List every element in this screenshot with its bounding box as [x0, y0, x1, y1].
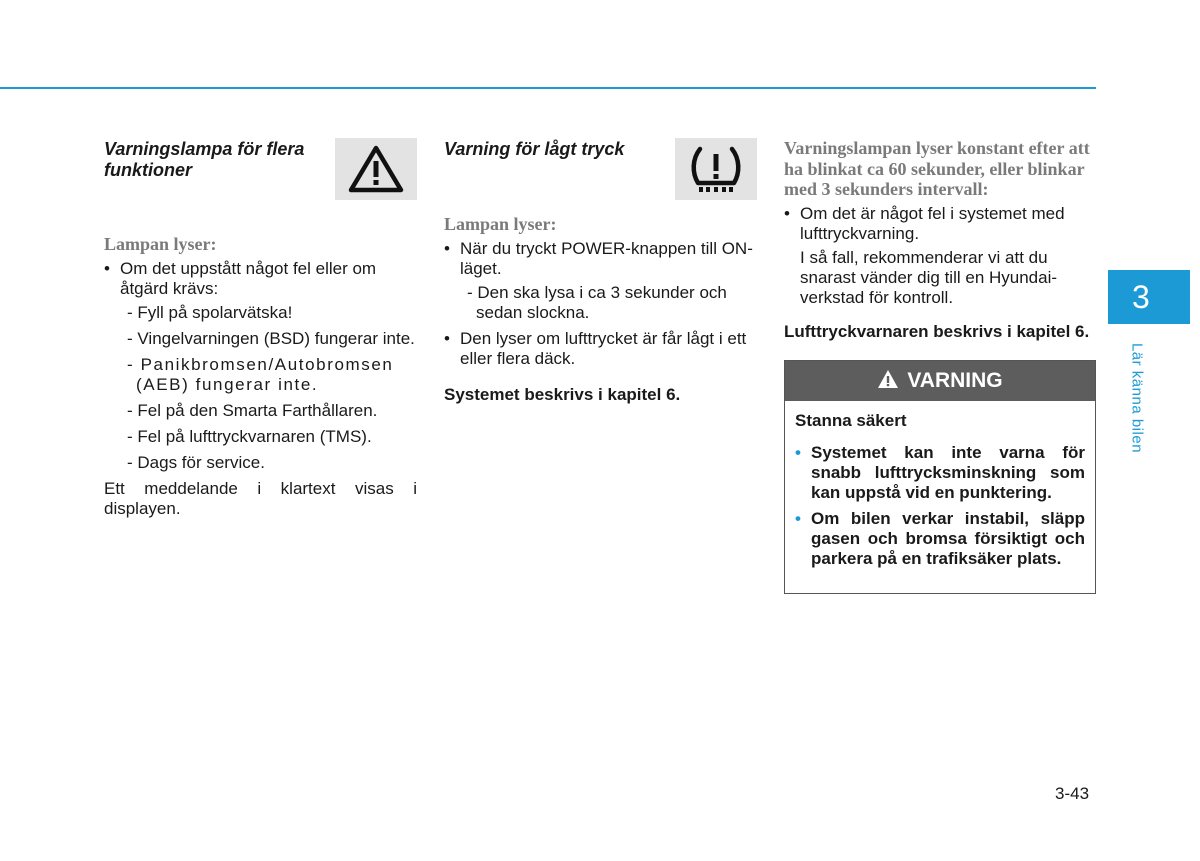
warning-item: • Systemet kan inte varna för snabb lufttrycksminskning som kan uppstå vid en punktering. [795, 443, 1085, 503]
sub-item: - Fyll på spolarvätska! [127, 303, 293, 322]
list-item: • Den lyser om lufttrycket är får lågt i ett eller flera däck. [444, 329, 757, 369]
chapter-number: 3 [1132, 278, 1150, 315]
section-title: Varningslampa för flera funktioner [104, 139, 305, 180]
warning-item: • Om bilen verkar instabil, släpp gasen och bromsa försiktigt och parkera på en trafiksäker plats. [795, 509, 1085, 569]
paragraph: I så fall, rekommenderar vi att du snarast vänder dig till en Hyundai-verkstad för kontroll. [800, 247, 1058, 307]
paragraph: Ett meddelande i klartext visas i displayen. [104, 479, 417, 518]
chapter-tab [1108, 270, 1190, 324]
warning-label: VARNING [907, 368, 1003, 392]
sub-item: - Fel på lufttryckvarnaren (TMS). [127, 427, 372, 446]
list-item: • Om det är något fel i systemet med lufttryckvarning. [784, 204, 1096, 244]
chapter-reference: Lufttryckvarnaren beskrivs i kapitel 6. [784, 321, 1090, 341]
page-number: 3-43 [1055, 784, 1090, 803]
column-low-pressure [444, 138, 757, 405]
sub-item: - Panikbromsen/Autobromsen (AEB) fungerar inte. [127, 355, 394, 394]
warning-triangle-icon [335, 138, 417, 200]
warning-triangle-icon [877, 369, 899, 393]
condition-heading: Varningslampan lyser konstant efter att ha blinkat ca 60 sekunder, eller blinkar med 3 sekunders intervall: [784, 138, 1090, 199]
top-rule [0, 87, 1096, 89]
list-item: • Om det uppstått något fel eller om åtgärd krävs: [104, 259, 417, 299]
sub-item: - Dags för service. [127, 453, 265, 472]
sub-item: - Den ska lysa i ca 3 sekunder och sedan slockna. [467, 283, 727, 322]
column-multi-warning [104, 138, 417, 519]
chapter-label: Lär känna bilen [1128, 342, 1146, 454]
warning-box [784, 360, 1096, 594]
list-item: • När du tryckt POWER-knappen till ON-läget. [444, 239, 757, 279]
sub-item: - Vingelvarningen (BSD) fungerar inte. [127, 329, 415, 348]
chapter-reference: Systemet beskrivs i kapitel 6. [444, 385, 681, 404]
warning-header [785, 361, 1095, 401]
section-title: Varning för lågt tryck [444, 139, 625, 159]
warning-subtitle: Stanna säkert [795, 410, 907, 430]
lamp-heading: Lampan lyser: [444, 214, 557, 234]
column-constant-light [784, 138, 1096, 594]
sub-item: - Fel på den Smarta Farthållaren. [127, 401, 378, 420]
lamp-heading: Lampan lyser: [104, 234, 217, 254]
tire-pressure-icon [675, 138, 757, 200]
